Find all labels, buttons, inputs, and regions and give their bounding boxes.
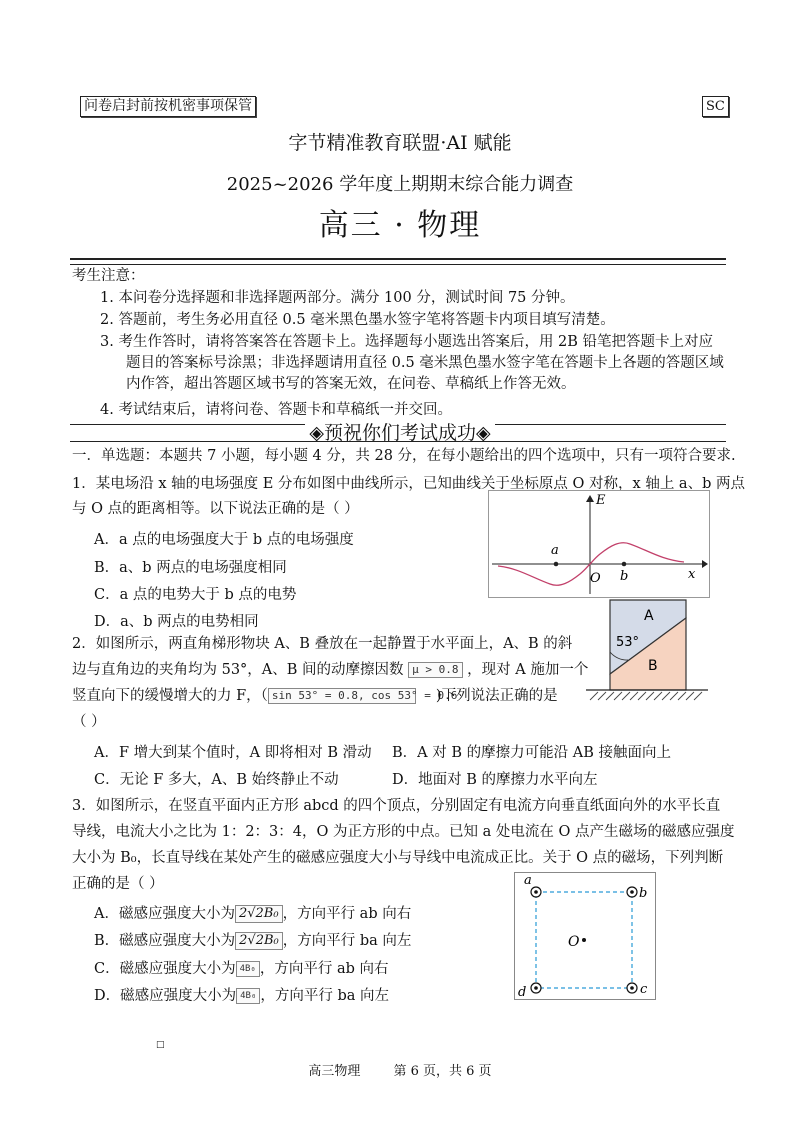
double-rule-bottom (70, 264, 726, 265)
section-heading: 一．单选题：本题共 7 小题，每小题 4 分，共 28 分，在每小题给出的四个选项中，只有一项符合要求. (72, 448, 736, 464)
q3-option-b: B．磁感应强度大小为 2√2B₀ ，方向平行 ba 向左 (94, 933, 412, 949)
point-a-label: a (551, 543, 559, 558)
q3-line-2: 导线，电流大小之比为 1：2：3：4，O 为正方形的中点。已知 a 处电流在 O 点产生磁场的磁感应强度 (72, 824, 735, 840)
q1-line-2: 与 O 点的距离相等。以下说法正确的是（ ） (72, 501, 359, 517)
axis-x-label: x (688, 567, 696, 582)
notice-item-1: 1. 本问卷分选择题和非选择题两部分。满分 100 分，测试时间 75 分钟。 (100, 290, 575, 306)
q2-line-4: （ ） (72, 714, 106, 730)
q3-option-d: D．磁感应强度大小为 4B₀ ，方向平行 ba 向左 (94, 988, 390, 1004)
q3-square-figure (514, 872, 656, 1000)
q3-option-a: A．磁感应强度大小为 2√2B₀ ，方向平行 ab 向右 (94, 906, 412, 922)
q3-line-4: 正确的是（ ） (72, 876, 164, 892)
corner-a-label: a (524, 873, 532, 888)
q3-line-3: 大小为 B₀，长直导线在某处产生的磁感应强度大小与导线中电流成正比。关于 O 点的磁场，下列判断 (72, 850, 724, 866)
notice-heading: 考生注意： (72, 268, 145, 284)
q3-line-1: 3．如图所示，在竖直平面内正方形 abcd 的四个顶点，分别固定有电流方向垂直纸面向外的水平长直 (72, 798, 721, 814)
alliance-title: 字节精准教育联盟·AI 赋能 (288, 132, 512, 154)
notice-item-3-cont-1: 题目的答案标号涂黑；非选择题请用直径 0.5 毫米黑色墨水签字笔在答题卡上各题的答题区域 (126, 355, 724, 371)
notice-item-4: 4. 考试结束后，请将问卷、答题卡和草稿纸一并交回。 (100, 402, 452, 418)
exam-title: 2025~2026 学年度上期期末综合能力调查 (226, 174, 574, 195)
q2-option-a: A．F 增大到某个值时，A 即将相对 B 滑动 (94, 745, 372, 761)
q2-line-1: 2．如图所示，两直角梯形物块 A、B 叠放在一起静置于水平面上，A、B 的斜 (72, 636, 573, 652)
q1-field-figure (488, 490, 710, 598)
q1-option-b: B．a、b 两点的电场强度相同 (94, 560, 287, 576)
q1-line-1: 1．某电场沿 x 轴的电场强度 E 分布如图中曲线所示，已知曲线关于坐标原点 O 对称，x 轴上 a、b 两点 (72, 476, 745, 492)
q1-option-c: C．a 点的电势大于 b 点的电势 (94, 587, 297, 603)
q3-formula-d: 4B₀ (236, 988, 260, 1004)
axis-e-label: E (596, 493, 606, 508)
notice-item-3: 3. 考生作答时，请将答案答在答题卡上。选择题每小题选出答案后，用 2B 铅笔把答题卡上对应 (100, 334, 714, 350)
q2-line-3: 竖直向下的缓慢增大的力 F，（ sin 53° = 0.8, cos 53° = 0.6)下列说法正确的是 (72, 688, 558, 704)
corner-c-label: c (640, 982, 648, 997)
secret-label: 问卷启封前按机密事项保管 (80, 96, 256, 117)
q2-friction-formula: μ > 0.8 (408, 662, 462, 678)
q1-option-d: D．a、b 两点的电势相同 (94, 614, 259, 630)
notice-item-3-cont-2: 内作答，超出答题区域书写的答案无效，在问卷、草稿纸上作答无效。 (126, 376, 576, 392)
good-luck-banner: ◈预祝你们考试成功◈ (0, 418, 800, 445)
corner-b-label: b (639, 886, 648, 901)
corner-label: SC (702, 96, 729, 117)
q2-option-b: B．A 对 B 的摩擦力可能沿 AB 接触面向上 (392, 745, 671, 761)
footer-marker: □ (156, 1040, 165, 1050)
q3-option-c: C．磁感应强度大小为 4B₀ ，方向平行 ab 向右 (94, 961, 389, 977)
block-a-label: A (644, 608, 654, 624)
q2-option-d: D．地面对 B 的摩擦力水平向左 (392, 772, 598, 788)
point-b-label: b (620, 569, 629, 584)
page-footer: 高三物理 第 6 页，共 6 页 (308, 1064, 492, 1079)
center-o-label: O (568, 934, 580, 950)
q2-line-2: 边与直角边的夹角均为 53°，A、B 间的动摩擦因数 μ > 0.8 ，现对 A 施加一个 (72, 662, 589, 678)
q3-formula-b: 2√2B₀ (235, 932, 283, 950)
q2-option-c: C．无论 F 多大，A、B 始终静止不动 (94, 772, 339, 788)
q1-option-a: A．a 点的电场强度大于 b 点的电场强度 (94, 532, 354, 548)
subject-title: 高三 · 物理 (318, 208, 482, 243)
block-b-label: B (648, 658, 658, 674)
q2-blocks-figure (586, 596, 708, 706)
origin-label: O (590, 571, 601, 586)
corner-d-label: d (518, 985, 527, 1000)
q3-formula-c: 4B₀ (236, 961, 260, 977)
notice-item-2: 2. 答题前，考生务必用直径 0.5 毫米黑色墨水签字笔将答题卡内项目填写清楚。 (100, 312, 615, 328)
double-rule-top (70, 258, 726, 260)
q2-trig-formula: sin 53° = 0.8, cos 53° = 0.6 (268, 688, 416, 704)
q3-formula-a: 2√2B₀ (235, 905, 283, 923)
angle-label: 53° (616, 635, 640, 650)
banner-rule-bottom (70, 441, 726, 442)
